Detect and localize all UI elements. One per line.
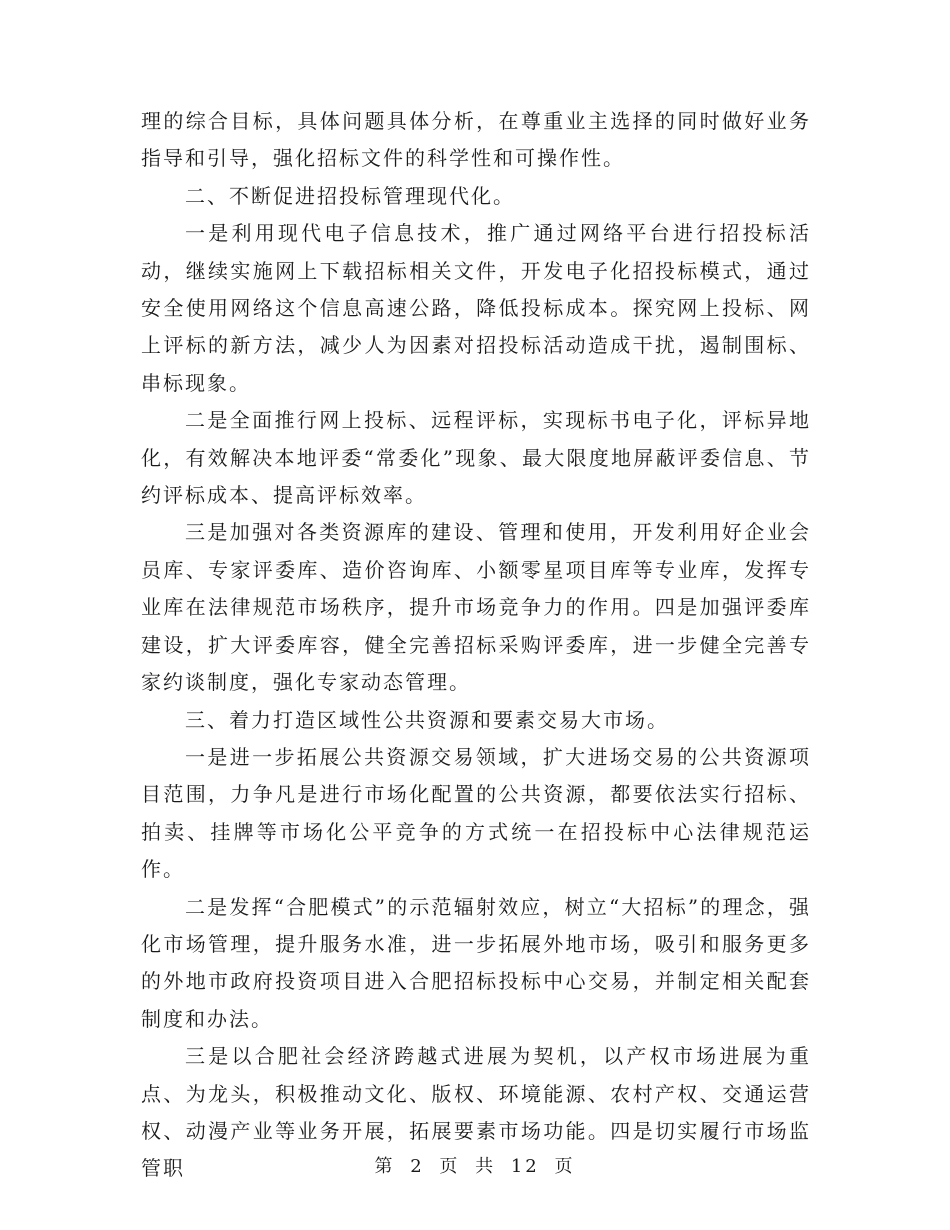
paragraph: 二是发挥“合肥模式”的示范辐射效应，树立“大招标”的理念，强化市场管理，提升服务水准，进一步拓展外地市场，吸引和服务更多的外地市政府投资项目进入合肥招标投标中心交易，并制定相关配套制度和办法。: [141, 894, 811, 1031]
page-number-footer: 第 2 页 共 12 页: [374, 1156, 576, 1177]
paragraph: 理的综合目标，具体问题具体分析，在尊重业主选择的同时做好业务指导和引导，强化招标文件的科学性和可操作性。: [141, 109, 811, 171]
paragraph: 二是全面推行网上投标、远程评标，实现标书电子化，评标异地化，有效解决本地评委“常委化”现象、最大限度地屏蔽评委信息、节约评标成本、提高评标效率。: [141, 408, 811, 508]
document-body: [141, 103, 811, 1188]
paragraph: 三是加强对各类资源库的建设、管理和使用，开发利用好企业会员库、专家评委库、造价咨询库、小额零星项目库等专业库，发挥专业库在法律规范市场秩序，提升市场竞争力的作用。四是加强评委库建设，扩大评委库容，健全完善招标采购评委库，进一步健全完善专家约谈制度，强化专家动态管理。: [141, 520, 811, 695]
section-heading: 三、着力打造区域性公共资源和要素交易大市场。: [185, 707, 669, 732]
paragraph: 三是以合肥社会经济跨越式进展为契机，以产权市场进展为重点、为龙头，积极推动文化、版权、环境能源、农村产权、交通运营权、动漫产业等业务开展，拓展要素市场功能。四是切实履行市场监管职: [141, 1044, 811, 1181]
paragraph: 一是进一步拓展公共资源交易领域，扩大进场交易的公共资源项目范围，力争凡是进行市场化配置的公共资源，都要依法实行招标、拍卖、挂牌等市场化公平竞争的方式统一在招投标中心法律规范运作。: [141, 744, 811, 882]
paragraph: 一是利用现代电子信息技术，推广通过网络平台进行招投标活动，继续实施网上下载招标相关文件，开发电子化招投标模式，通过安全使用网络这个信息高速公路，降低投标成本。探究网上投标、网上评标的新方法，减少人为因素对招投标活动造成干扰，遏制围标、串标现象。: [141, 221, 811, 395]
section-heading: 二、不断促进招投标管理现代化。: [185, 183, 515, 208]
